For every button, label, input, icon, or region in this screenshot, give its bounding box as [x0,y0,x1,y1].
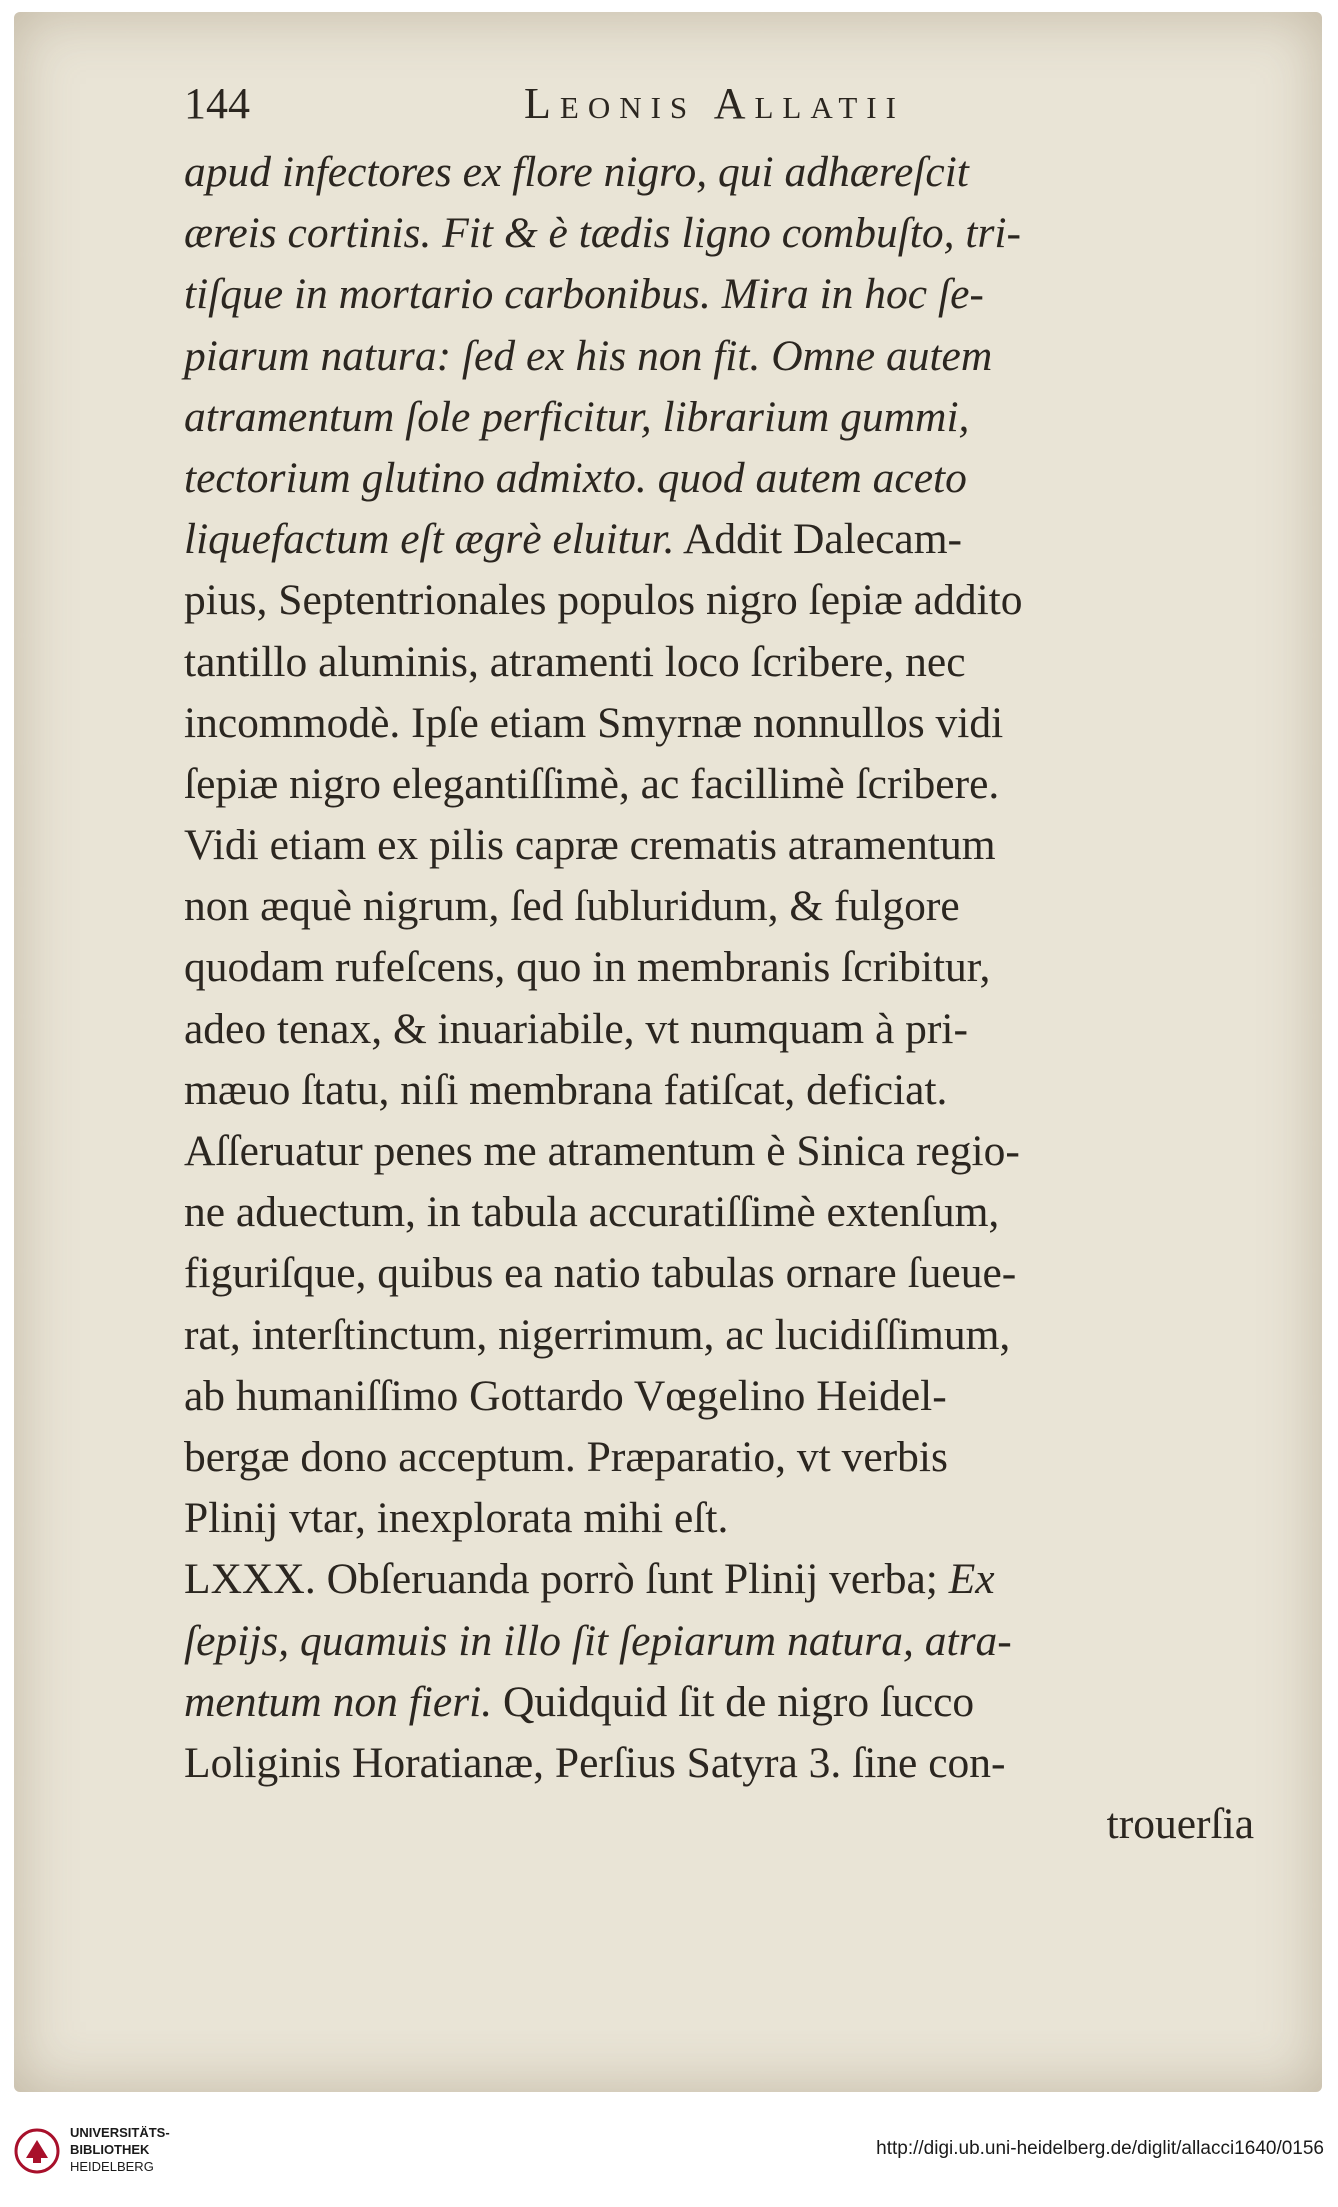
text-line [184,632,1254,693]
italic-text-segment: ſepijs, quamuis in illo ſit ſepiarum natura, atra- [184,1616,1012,1665]
italic-text-segment: æreis cortinis. Fit & è tædis ligno combuſto, tri- [184,209,1021,258]
roman-text-segment: trouerſia [1106,1800,1254,1849]
roman-text-segment: ſepiæ nigro elegantiſſimè, ac facillimè ſcribere. [184,759,1000,808]
roman-text-segment: incommodè. Ipſe etiam Smyrnæ nonnullos vidi [184,698,1004,747]
body-text [184,142,1254,1855]
text-line [184,448,1254,509]
text-line [184,264,1254,325]
text-line [184,937,1254,998]
text-line [184,1182,1254,1243]
scanned-page [14,12,1322,2092]
text-line [184,203,1254,264]
roman-text-segment: bergæ dono acceptum. Præparatio, vt verbis [184,1432,948,1481]
text-line [184,1488,1254,1549]
roman-text-segment: Aſſeruatur penes me atramentum è Sinica regio- [184,1127,1020,1175]
text-line [184,570,1254,631]
roman-text-segment: pius, Septentrionales populos nigro ſepiæ addito [184,576,1023,625]
roman-text-segment: Plinij vtar, inexplorata mihi eſt. [184,1494,729,1543]
italic-text-segment: apud infectores ex flore nigro, qui adhæreſcit [184,148,969,196]
text-line [184,1794,1254,1855]
text-line [184,815,1254,876]
italic-text-segment: tiſque in mortario carbonibus. Mira in hoc ſe- [184,270,984,319]
roman-text-segment: Loliginis Horatianæ, Perſius Satyra 3. ſine con- [184,1738,1006,1787]
italic-text-segment: tectorium glutino admixto. quod autem aceto [184,453,967,502]
roman-text-segment: LXXX. Obſeruanda porrò ſunt Plinij verba; [184,1555,949,1604]
text-line [184,1672,1254,1733]
roman-text-segment: ne aduectum, in tabula accuratiſſimè extenſum, [184,1188,1000,1237]
text-line [184,142,1254,203]
source-url-link[interactable]: http://digi.ub.uni-heidelberg.de/diglit/allacci1640/0156 [876,2138,1324,2159]
text-line [184,754,1254,815]
text-line [184,326,1254,387]
text-line [184,1305,1254,1366]
italic-text-segment: Ex [948,1555,995,1604]
text-line [184,1733,1254,1794]
italic-text-segment: liquefactum eſt ægrè eluitur. [184,515,675,564]
italic-text-segment: atramentum ſole perficitur, librarium gummi, [184,392,970,441]
text-line [184,1060,1254,1121]
footer [0,2112,1338,2207]
text-line [184,1549,1254,1610]
text-line [184,509,1254,570]
roman-text-segment: mæuo ſtatu, niſi membrana fatiſcat, deficiat. [184,1065,948,1114]
page-header [184,74,1254,144]
text-line [184,1427,1254,1488]
roman-text-segment: rat, interſtinctum, nigerrimum, ac lucidiſſimum, [184,1310,1011,1359]
text-line [184,387,1254,448]
roman-text-segment: non æquè nigrum, ſed ſubluridum, & fulgore [184,882,960,931]
text-line [184,1121,1254,1182]
text-line [184,876,1254,937]
roman-text-segment: Vidi etiam ex pilis capræ crematis atramentum [184,821,996,870]
italic-text-segment: piarum natura: ſed ex his non fit. Omne autem [184,331,993,380]
italic-text-segment: mentum non fieri. [184,1677,493,1726]
institution-line-3: HEIDELBERG [70,2159,154,2174]
roman-text-segment: quodam rufeſcens, quo in membranis ſcribitur, [184,943,991,992]
roman-text-segment: ab humaniſſimo Gottardo Vœgelino Heidel- [184,1371,947,1420]
institution-line-2: BIBLIOTHEK [70,2142,150,2157]
roman-text-segment: Quidquid ſit de nigro ſucco [492,1677,975,1726]
university-seal-icon [14,2128,60,2174]
text-line [184,1611,1254,1672]
running-head: Leonis Allatii [524,79,905,128]
roman-text-segment: adeo tenax, & inuariabile, vt numquam à pri- [184,1004,968,1053]
roman-text-segment: Addit Dalecam- [674,515,963,564]
text-line [184,693,1254,754]
text-line [184,1243,1254,1304]
roman-text-segment: figuriſque, quibus ea natio tabulas ornare ſueue- [184,1249,1017,1298]
text-line [184,999,1254,1060]
roman-text-segment: tantillo aluminis, atramenti loco ſcribere, nec [184,637,966,686]
text-line [184,1366,1254,1427]
page-number: 144 [184,79,250,128]
institution-logo-text [70,2124,170,2175]
institution-line-1: UNIVERSITÄTS- [70,2125,170,2140]
